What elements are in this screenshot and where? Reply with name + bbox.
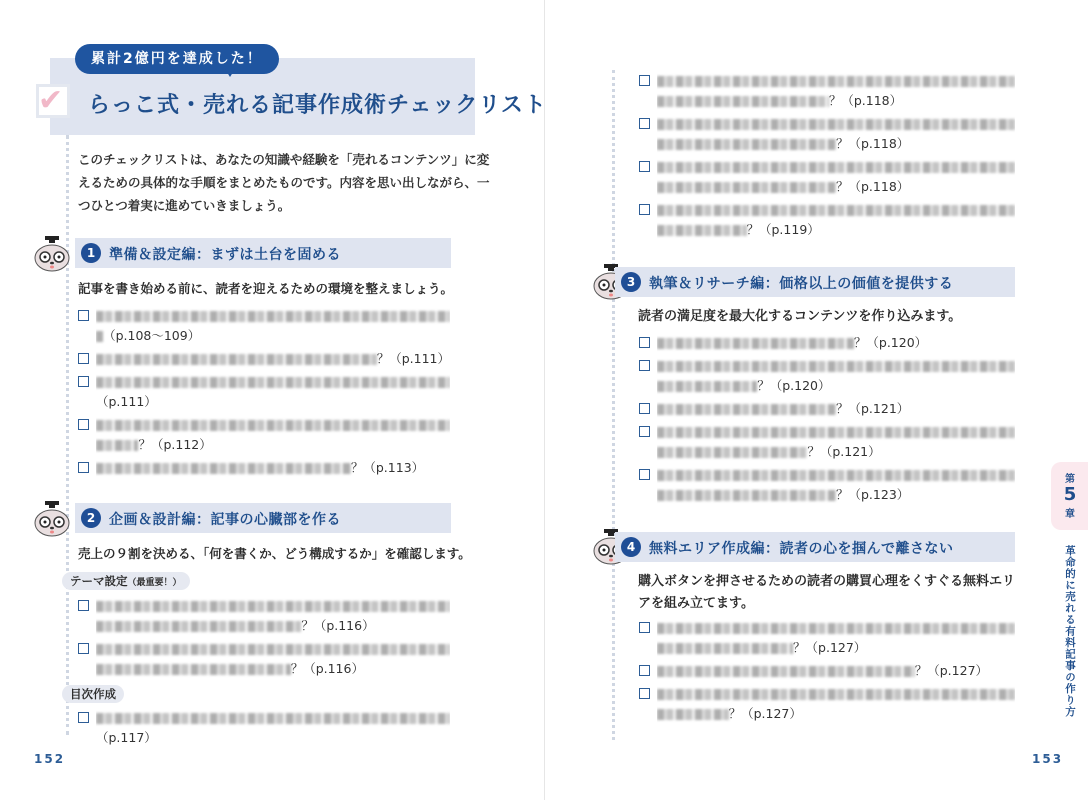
checklist xyxy=(78,596,450,682)
checklist xyxy=(639,618,1015,727)
checklist-item[interactable] xyxy=(78,415,450,455)
checklist-item[interactable] xyxy=(78,306,450,346)
checkbox[interactable] xyxy=(639,469,650,480)
blurred-text xyxy=(657,162,1015,173)
section-number: 2 xyxy=(81,508,101,528)
blurred-text xyxy=(657,96,829,107)
tag-label: 目次作成 xyxy=(70,687,116,701)
page-reference: ？（p.118） xyxy=(828,93,903,108)
page-reference: ？（p.123） xyxy=(836,487,910,502)
checkbox[interactable] xyxy=(78,353,89,364)
blurred-text xyxy=(96,377,450,388)
section-label: 準備＆設定編：まずは土台を固める xyxy=(109,247,341,263)
checkbox[interactable] xyxy=(639,426,650,437)
otter-mascot-icon xyxy=(33,501,71,537)
page-reference: （p.111） xyxy=(96,394,157,409)
blurred-text xyxy=(657,470,1015,481)
checkbox[interactable] xyxy=(639,688,650,699)
chapter-tab[interactable] xyxy=(1051,462,1088,530)
checklist-item[interactable] xyxy=(639,356,1015,396)
blurred-text xyxy=(657,381,757,392)
checklist-item[interactable] xyxy=(639,422,1015,462)
page-number: 152 xyxy=(34,752,66,766)
page-reference: ？（p.116） xyxy=(290,661,364,676)
checklist-item[interactable] xyxy=(639,399,1015,419)
checklist-item[interactable] xyxy=(78,708,450,748)
page-reference: ？（p.120） xyxy=(757,378,831,393)
blurred-text xyxy=(657,404,836,415)
checkbox[interactable] xyxy=(639,360,650,371)
section-label: 無料エリア作成編：読者の心を掴んで離さない xyxy=(649,541,954,557)
tag-label: テーマ設定 xyxy=(70,574,128,588)
blurred-text xyxy=(657,225,747,236)
blurred-text xyxy=(657,119,1015,130)
checklist-item[interactable] xyxy=(78,596,450,636)
page-reference: ？（p.121） xyxy=(836,401,910,416)
checklist xyxy=(639,333,1015,508)
page-reference: （p.117） xyxy=(96,730,157,745)
blurred-text xyxy=(657,205,1015,216)
checklist-item[interactable] xyxy=(639,71,1015,111)
blurred-text xyxy=(657,76,1015,87)
section-label: 執筆＆リサーチ編：価格以上の価値を提供する xyxy=(649,276,954,292)
checkbox[interactable] xyxy=(639,75,650,86)
checkbox[interactable] xyxy=(78,376,89,387)
page-reference: ？（p.116） xyxy=(301,618,375,633)
checkbox[interactable] xyxy=(78,712,89,723)
blurred-text xyxy=(657,623,1015,634)
subheading-tag xyxy=(62,685,124,703)
page-reference: ？（p.118） xyxy=(836,179,910,194)
otter-mascot-icon xyxy=(33,236,71,272)
section-header-2 xyxy=(75,503,451,533)
page-reference: ？（p.118） xyxy=(836,136,910,151)
checklist-item[interactable] xyxy=(78,372,450,412)
blurred-text xyxy=(657,490,836,501)
blurred-text xyxy=(96,440,138,451)
section-label: 企画＆設計編：記事の心臓部を作る xyxy=(109,512,341,528)
checklist-item[interactable] xyxy=(78,458,450,478)
checklist-item[interactable] xyxy=(639,333,1015,353)
chapter-prefix: 第 xyxy=(1065,474,1075,485)
checkbox[interactable] xyxy=(78,643,89,654)
blurred-text xyxy=(657,689,1015,700)
page-reference: ？（p.127） xyxy=(728,706,802,721)
page-reference: ？（p.112） xyxy=(138,437,212,452)
checkbox[interactable] xyxy=(639,665,650,676)
checkbox[interactable] xyxy=(78,600,89,611)
checklist-item[interactable] xyxy=(78,349,450,369)
dotted-guide xyxy=(612,70,615,740)
checkbox[interactable] xyxy=(639,204,650,215)
section-number: 4 xyxy=(621,537,641,557)
checklist-item[interactable] xyxy=(639,157,1015,197)
section-header-4 xyxy=(615,532,1015,562)
section-number: 1 xyxy=(81,243,101,263)
checkbox[interactable] xyxy=(78,462,89,473)
subheading-tag xyxy=(62,572,190,590)
blurred-text xyxy=(657,427,1015,438)
page-reference: ？（p.127） xyxy=(914,663,989,678)
checkbox[interactable] xyxy=(78,310,89,321)
blurred-text xyxy=(657,447,807,458)
dotted-guide xyxy=(66,135,69,735)
section-lead: 読者の満足度を最大化するコンテンツを作り込みます。 xyxy=(638,309,962,324)
achievement-badge: 累計2億円を達成した！ xyxy=(75,44,279,74)
page-reference: ？（p.120） xyxy=(853,335,928,350)
checkbox[interactable] xyxy=(639,337,650,348)
checkbox[interactable] xyxy=(639,118,650,129)
blurred-text xyxy=(96,311,450,322)
checklist-item[interactable] xyxy=(639,465,1015,505)
checklist-item[interactable] xyxy=(639,661,1015,681)
blurred-text xyxy=(96,420,450,431)
chapter-suffix: 章 xyxy=(1065,509,1075,520)
checklist-item[interactable] xyxy=(639,684,1015,724)
blurred-text xyxy=(96,331,103,342)
checklist-item[interactable] xyxy=(639,618,1015,658)
page-reference: （p.108〜109） xyxy=(103,328,201,343)
checkbox[interactable] xyxy=(639,161,650,172)
blurred-text xyxy=(96,354,377,365)
blurred-text xyxy=(657,182,836,193)
section-number: 3 xyxy=(621,272,641,292)
checklist-item[interactable] xyxy=(639,200,1015,240)
checkmark-icon: ✔ xyxy=(38,83,64,118)
blurred-text xyxy=(96,644,450,655)
blurred-text xyxy=(96,713,450,724)
page-reference: ？（p.127） xyxy=(793,640,867,655)
page-number: 153 xyxy=(1032,752,1064,766)
checklist-item[interactable] xyxy=(78,639,450,679)
page-reference: ？（p.113） xyxy=(350,460,425,475)
blurred-text xyxy=(657,666,915,677)
blurred-text xyxy=(657,709,729,720)
checklist xyxy=(78,708,450,751)
checklist xyxy=(639,71,1015,243)
blurred-text xyxy=(96,601,450,612)
page-reference: ？（p.111） xyxy=(376,351,450,366)
blurred-text xyxy=(96,621,301,632)
section-header-1 xyxy=(75,238,451,268)
intro-text: このチェックリストは、あなたの知識や経験を「売れるコンテンツ」に変えるための具体的な手順をまとめたものです。内容を思い出しながら、一つひとつ着実に進めていきましょう。 xyxy=(78,152,490,213)
checklist-item[interactable] xyxy=(639,114,1015,154)
checkbox[interactable] xyxy=(78,419,89,430)
checkbox[interactable] xyxy=(639,403,650,414)
blurred-text xyxy=(96,463,351,474)
page-reference: ？（p.119） xyxy=(746,222,820,237)
chapter-number: 5 xyxy=(1063,484,1077,505)
right-page xyxy=(544,0,1088,800)
page-title: らっこ式・売れる記事作成術チェックリスト xyxy=(88,93,547,118)
section-header-3 xyxy=(615,267,1015,297)
blurred-text xyxy=(657,643,793,654)
section-lead: 売上の９割を決める、「何を書くか、どう構成するか」を確認します。 xyxy=(78,546,471,561)
blurred-text xyxy=(657,338,854,349)
section-lead: 記事を書き始める前に、読者を迎えるための環境を整えましょう。 xyxy=(78,281,454,296)
checklist xyxy=(78,306,450,481)
checkbox[interactable] xyxy=(639,622,650,633)
tag-note: （最重要！） xyxy=(127,578,182,588)
page-reference: ？（p.121） xyxy=(807,444,881,459)
blurred-text xyxy=(657,139,836,150)
blurred-text xyxy=(96,664,291,675)
section-lead: 購入ボタンを押させるための読者の購買心理をくすぐる無料エリアを組み立てます。 xyxy=(638,574,1016,611)
blurred-text xyxy=(657,361,1015,372)
chapter-title: 革命的に売れる有料記事の作り方 xyxy=(1064,545,1076,718)
